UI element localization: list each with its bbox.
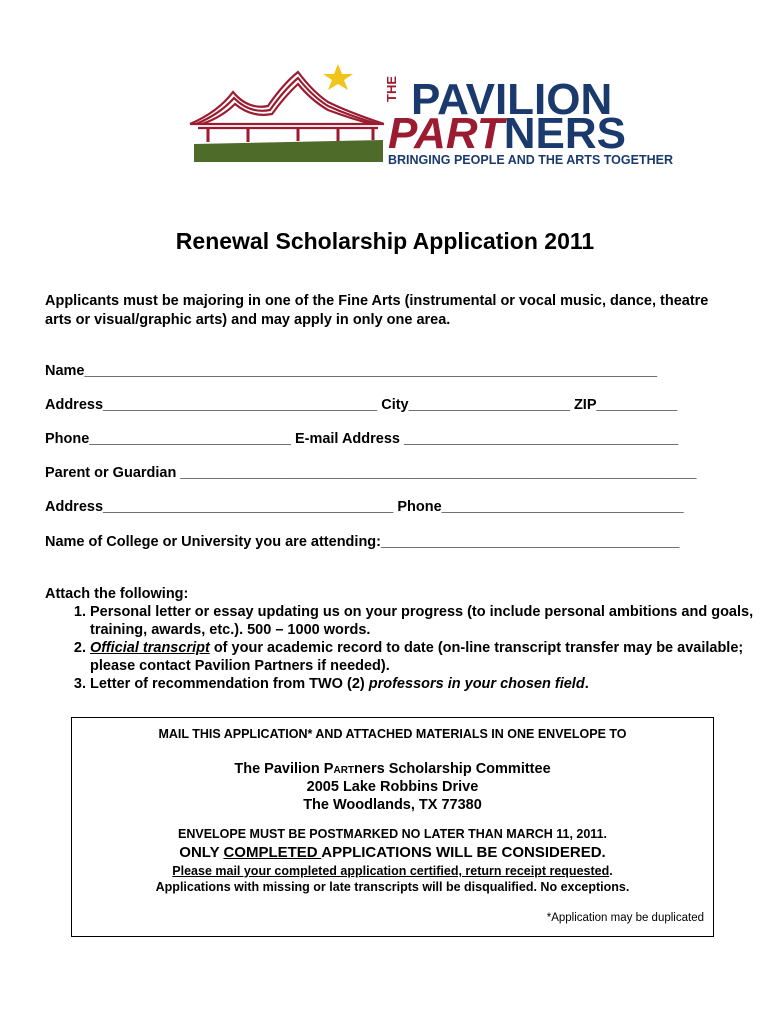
only-a: ONLY xyxy=(179,844,224,861)
mail-address-line2: 2005 Lake Robbins Drive xyxy=(306,779,479,795)
recommendation-end: . xyxy=(584,676,589,692)
mail-heading: MAIL THIS APPLICATION* AND ATTACHED MATERIALS IN ONE ENVELOPE TO xyxy=(158,727,627,741)
disqualified-notice: Applications with missing or late transcripts will be disqualified. No exceptions. xyxy=(155,880,630,894)
recommendation-text: Letter of recommendation from TWO (2) xyxy=(90,676,369,692)
attach-title: Attach the following: xyxy=(45,586,189,602)
postmark-deadline: ENVELOPE MUST BE POSTMARKED NO LATER THAN MARCH 11, 2011. xyxy=(178,827,607,841)
college-field[interactable]: Name of College or University you are attending:_____________________________________ xyxy=(45,534,680,550)
phone-email-field[interactable]: Phone_________________________ E-mail Address __________________________________ xyxy=(45,431,679,447)
attach-list xyxy=(45,603,770,693)
attach-item-recommendation xyxy=(90,675,770,693)
mail-instructions-box xyxy=(71,717,714,937)
attach-item-transcript xyxy=(90,639,770,675)
certified-mail-notice xyxy=(72,864,713,878)
addr1-b: ners Scholarship Committee xyxy=(354,761,551,777)
intro-text: Applicants must be majoring in one of the Fine Arts (instrumental or vocal music, dance, theatre arts or visual/graphic arts) and may apply in only one area. xyxy=(45,293,709,328)
pavilion-partners-logo xyxy=(188,62,673,172)
official-transcript-label: Official transcript xyxy=(90,640,210,656)
logo-part: PART xyxy=(388,109,504,158)
logo-pavilion: PAVILION xyxy=(411,75,613,124)
attach-item-letter: 1. Personal letter or essay updating us on your progress (to include personal ambitions and goals, training, awards, etc.). 500 – 1000 words. xyxy=(90,603,770,639)
duplicated-note: *Application may be duplicated xyxy=(546,912,704,924)
mail-address-line3: The Woodlands, TX 77380 xyxy=(303,797,482,813)
name-field[interactable]: Name_______________________________________________________________________ xyxy=(45,363,658,379)
logo-the: THE xyxy=(384,76,399,102)
only-completed: COMPLETED xyxy=(223,844,322,861)
certified-text: Please mail your completed application certified, return receipt requested xyxy=(172,864,610,878)
pavilion-tent-icon xyxy=(188,62,388,172)
transcript-text: of your academic record to date (on-line transcript transfer may be available; please contact Pavilion Partners if needed). xyxy=(90,640,744,674)
addr1-a: The Pavilion P xyxy=(234,761,334,777)
professors-text: professors in your chosen field xyxy=(368,676,585,692)
logo-ners: NERS xyxy=(503,109,626,158)
mail-address-line1 xyxy=(72,760,713,780)
logo-partners xyxy=(388,109,626,158)
completed-only-notice xyxy=(72,844,713,861)
addr1-caps: ART xyxy=(333,765,355,776)
logo-tagline: BRINGING PEOPLE AND THE ARTS TOGETHER xyxy=(388,153,673,167)
address-city-zip-field[interactable]: Address__________________________________ City____________________ ZIP__________ xyxy=(45,397,678,413)
only-b: APPLICATIONS WILL BE CONSIDERED. xyxy=(321,844,606,861)
page-title: Renewal Scholarship Application 2011 xyxy=(175,228,595,254)
parent-guardian-field[interactable]: Parent or Guardian ________________________________________________________________ xyxy=(45,465,697,481)
certified-end: . xyxy=(609,864,613,878)
parent-address-phone-field[interactable]: Address____________________________________ Phone______________________________ xyxy=(45,499,684,515)
